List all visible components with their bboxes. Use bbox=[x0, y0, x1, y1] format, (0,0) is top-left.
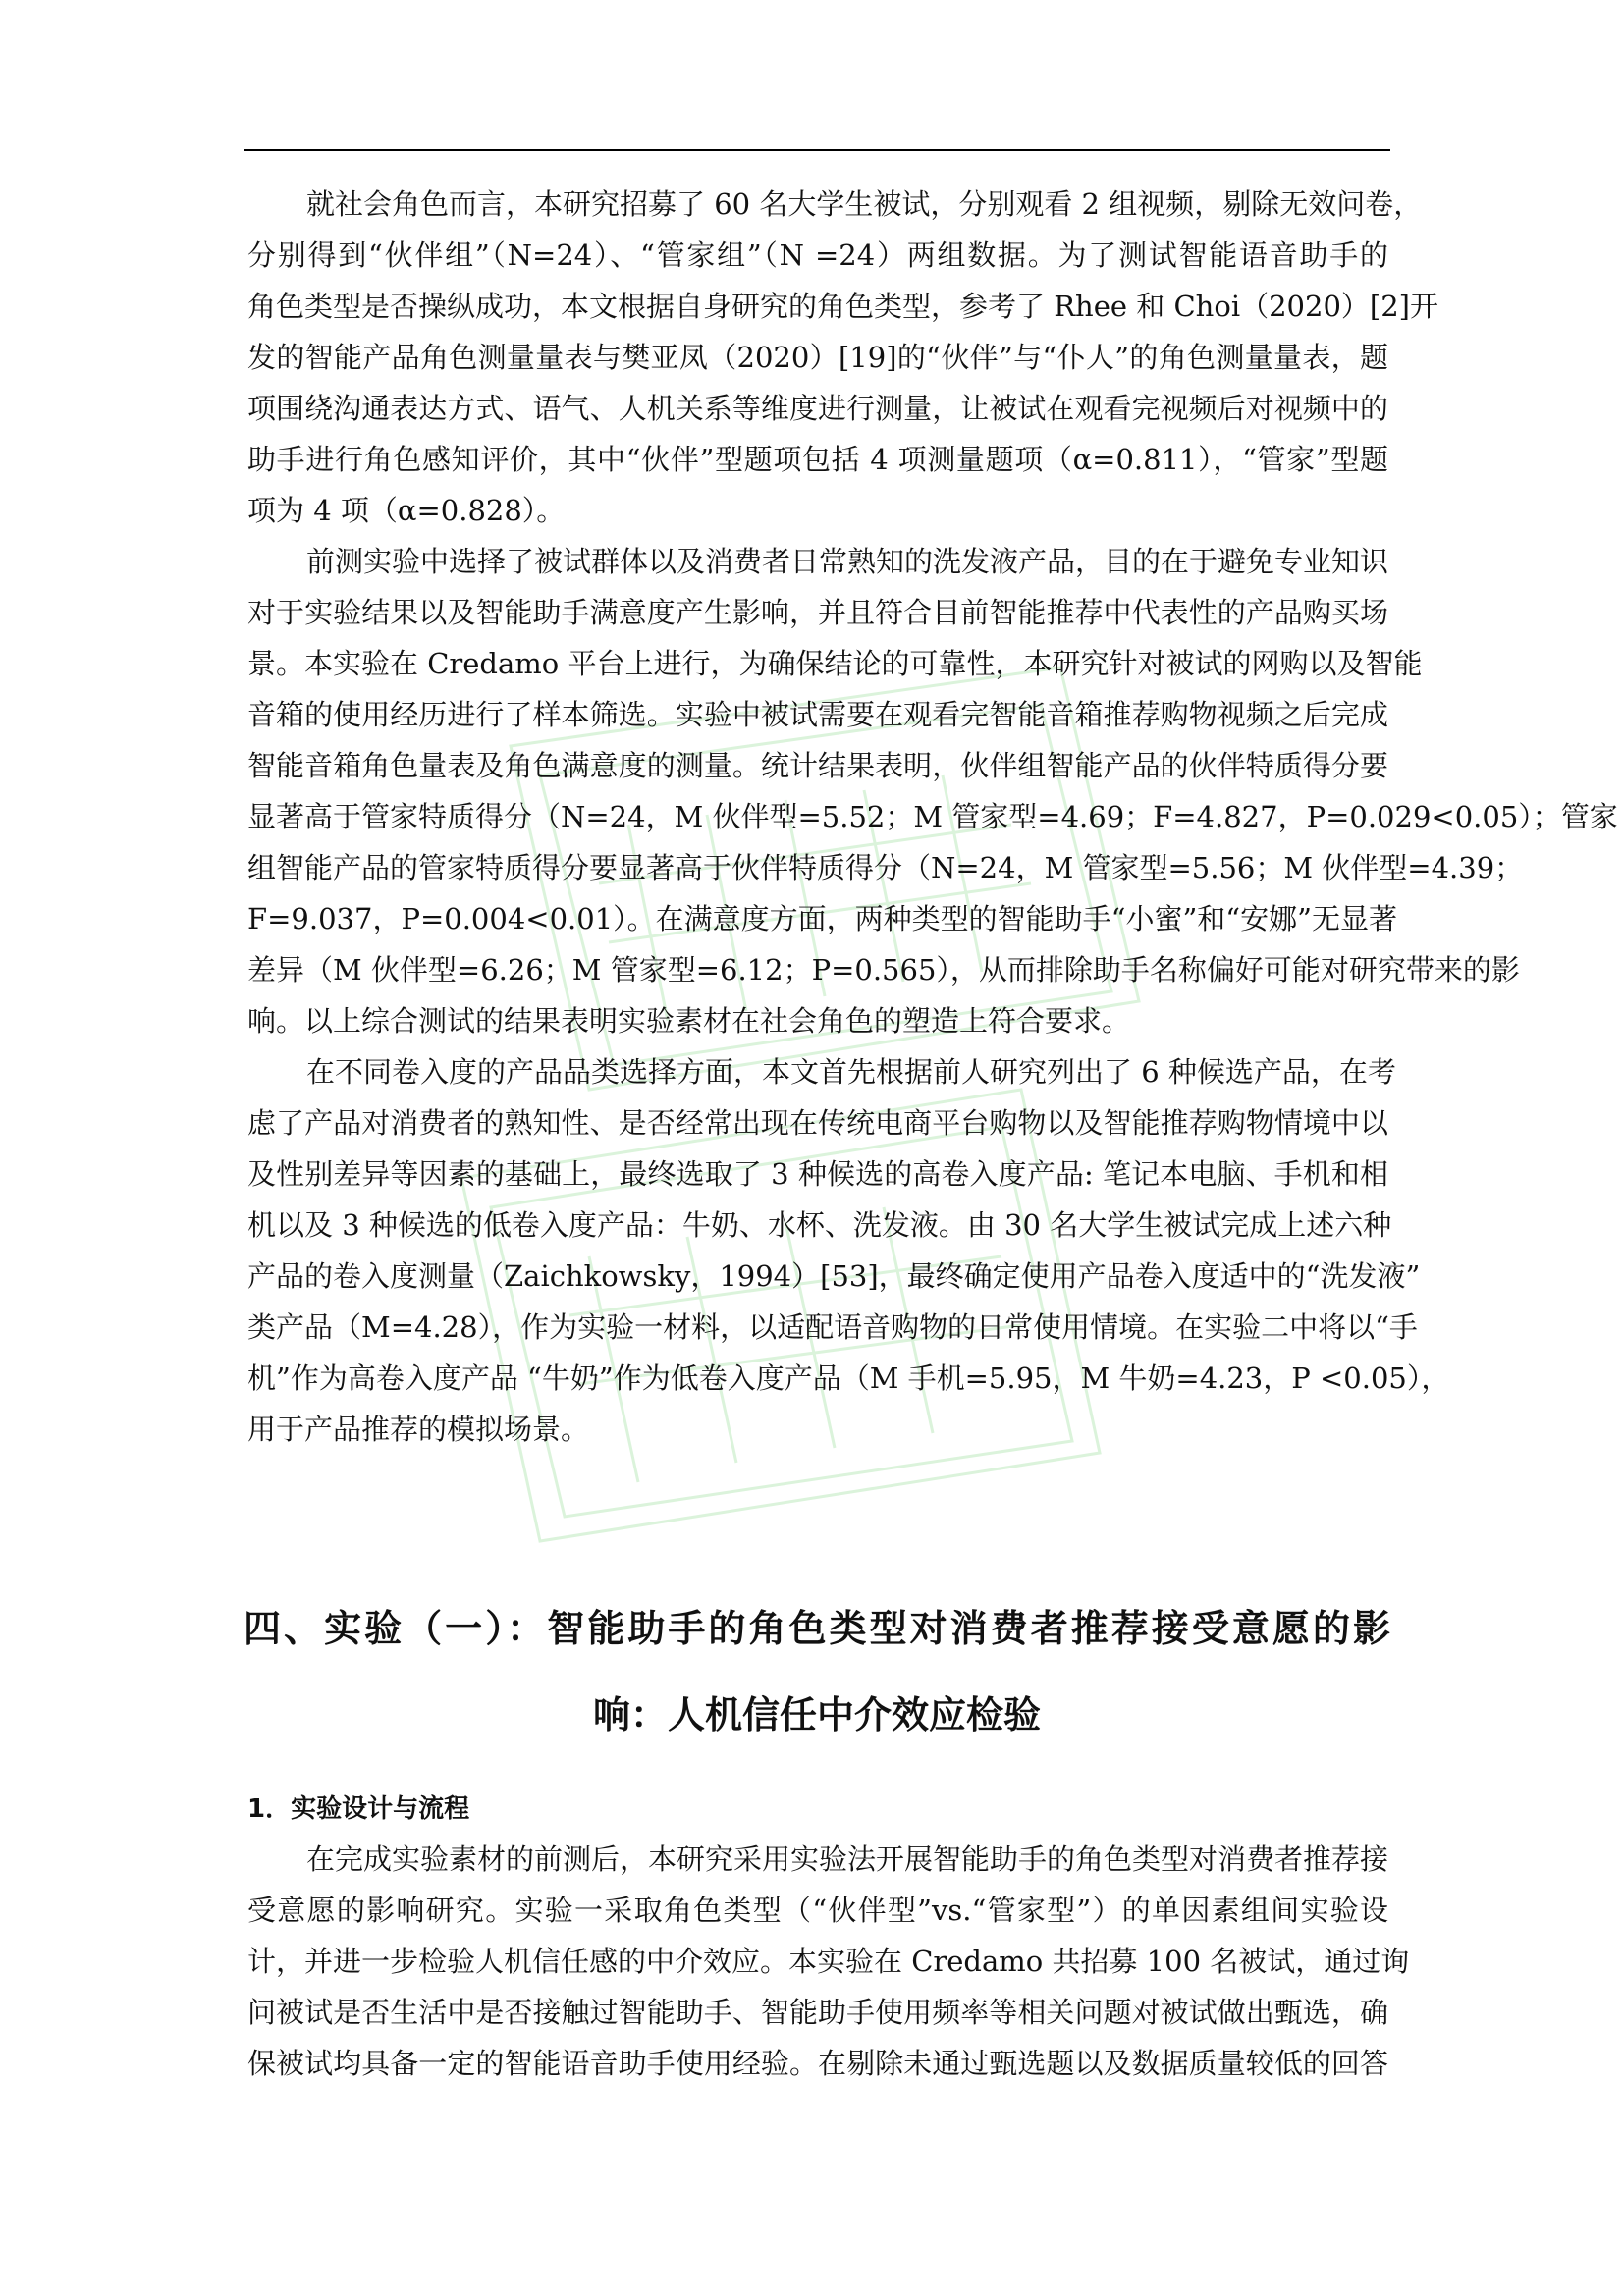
subsection-line-1: 在完成实验素材的前测后，本研究采用实验法开展智能助手的角色类型对消费者推荐接 bbox=[306, 1842, 1389, 1876]
paragraph-2-line-5: 智能音箱角色量表及角色满意度的测量。统计结果表明，伙伴组智能产品的伙伴特质得分要 bbox=[247, 749, 1388, 782]
subsection-line-2: 受意愿的影响研究。实验一采取角色类型（“伙伴型”vs.“管家型”）的单因素组间实验设 bbox=[247, 1894, 1388, 1927]
paragraph-2-line-6: 显著高于管家特质得分（N=24，M 伙伴型=5.52；M 管家型=4.69；F=4.827，P=0.029<0.05）；管家 bbox=[247, 800, 1618, 833]
paragraph-2-line-4: 音箱的使用经历进行了样本筛选。实验中被试需要在观看完智能音箱推荐购物视频之后完成 bbox=[247, 698, 1388, 731]
paragraph-2-line-7: 组智能产品的管家特质得分要显著高于伙伴特质得分（N=24，M 管家型=5.56；M 伙伴型=4.39； bbox=[247, 851, 1524, 884]
subsection-line-3: 计，并进一步检验人机信任感的中介效应。本实验在 Credamo 共招募 100 名被试，通过询 bbox=[247, 1945, 1410, 1978]
paragraph-1-line-2: 分别得到“伙伴组”（N=24）、“管家组”（N =24）两组数据。为了测试智能语音助手的 bbox=[247, 239, 1388, 272]
section-heading-line-2: 响：人机信任中介效应检验 bbox=[592, 1693, 1041, 1736]
paragraph-3-line-7: 机”作为高卷入度产品 “牛奶”作为低卷入度产品（M 手机=5.95，M 牛奶=4.23，P <0.05）， bbox=[247, 1362, 1450, 1395]
paragraph-2-line-9: 差异（M 伙伴型=6.26；M 管家型=6.12；P=0.565），从而排除助手名称偏好可能对研究带来的影 bbox=[247, 953, 1520, 987]
paragraph-2-line-8: F=9.037，P=0.004<0.01）。在满意度方面，两种类型的智能助手“小蜜”和“安娜”无显著 bbox=[247, 902, 1397, 935]
subsection-title: 1．实验设计与流程 bbox=[247, 1794, 470, 1824]
paragraph-1-line-5: 项围绕沟通表达方式、语气、人机关系等维度进行测量，让被试在观看完视频后对视频中的 bbox=[247, 392, 1388, 425]
paragraph-2-line-10: 响。以上综合测试的结果表明实验素材在社会角色的塑造上符合要求。 bbox=[247, 1004, 1131, 1038]
paragraph-1-line-4: 发的智能产品角色测量量表与樊亚凤（2020）[19]的“伙伴”与“仆人”的角色测量量表，题 bbox=[247, 341, 1388, 374]
paragraph-2-line-1: 前测实验中选择了被试群体以及消费者日常熟知的洗发液产品，目的在于避免专业知识 bbox=[306, 545, 1389, 578]
paragraph-1-line-3: 角色类型是否操纵成功，本文根据自身研究的角色类型，参考了 Rhee 和 Choi（2020）[2]开 bbox=[247, 290, 1438, 323]
paragraph-1-line-6: 助手进行角色感知评价，其中“伙伴”型题项包括 4 项测量题项（α=0.811），“管家”型题 bbox=[247, 443, 1388, 476]
paragraph-3-line-8: 用于产品推荐的模拟场景。 bbox=[247, 1413, 590, 1446]
paragraph-3-line-4: 机以及 3 种候选的低卷入度产品：牛奶、水杯、洗发液。由 30 名大学生被试完成上述六种 bbox=[247, 1208, 1392, 1242]
paragraph-2-line-3: 景。本实验在 Credamo 平台上进行，为确保结论的可靠性，本研究针对被试的网购以及智能 bbox=[247, 647, 1423, 680]
section-heading-line-1: 四、实验（一）：智能助手的角色类型对消费者推荐接受意愿的影 bbox=[244, 1607, 1390, 1650]
subsection-line-4: 问被试是否生活中是否接触过智能助手、智能助手使用频率等相关问题对被试做出甄选，确 bbox=[247, 1996, 1388, 2029]
paragraph-3-line-3: 及性别差异等因素的基础上，最终选取了 3 种候选的高卷入度产品: 笔记本电脑、手机和相 bbox=[247, 1157, 1388, 1191]
paragraph-3-line-1: 在不同卷入度的产品品类选择方面，本文首先根据前人研究列出了 6 种候选产品，在考 bbox=[306, 1055, 1396, 1089]
paragraph-3-line-6: 类产品（M=4.28），作为实验一材料，以适配语音购物的日常使用情境。在实验二中将以“手 bbox=[247, 1310, 1418, 1344]
paragraph-1-line-7: 项为 4 项（α=0.828）。 bbox=[247, 494, 566, 527]
paragraph-2-line-2: 对于实验结果以及智能助手满意度产生影响，并且符合目前智能推荐中代表性的产品购买场 bbox=[247, 596, 1388, 629]
subsection-line-5: 保被试均具备一定的智能语音助手使用经验。在剔除未通过甄选题以及数据质量较低的回答 bbox=[247, 2047, 1388, 2080]
paragraph-3-line-5: 产品的卷入度测量（Zaichkowsky，1994）[53]，最终确定使用产品卷入度适中的“洗发液” bbox=[247, 1259, 1421, 1293]
paragraph-3-line-2: 虑了产品对消费者的熟知性、是否经常出现在传统电商平台购物以及智能推荐购物情境中以 bbox=[247, 1106, 1388, 1140]
paragraph-1-line-1: 就社会角色而言，本研究招募了 60 名大学生被试，分别观看 2 组视频，剔除无效问卷， bbox=[306, 187, 1423, 221]
